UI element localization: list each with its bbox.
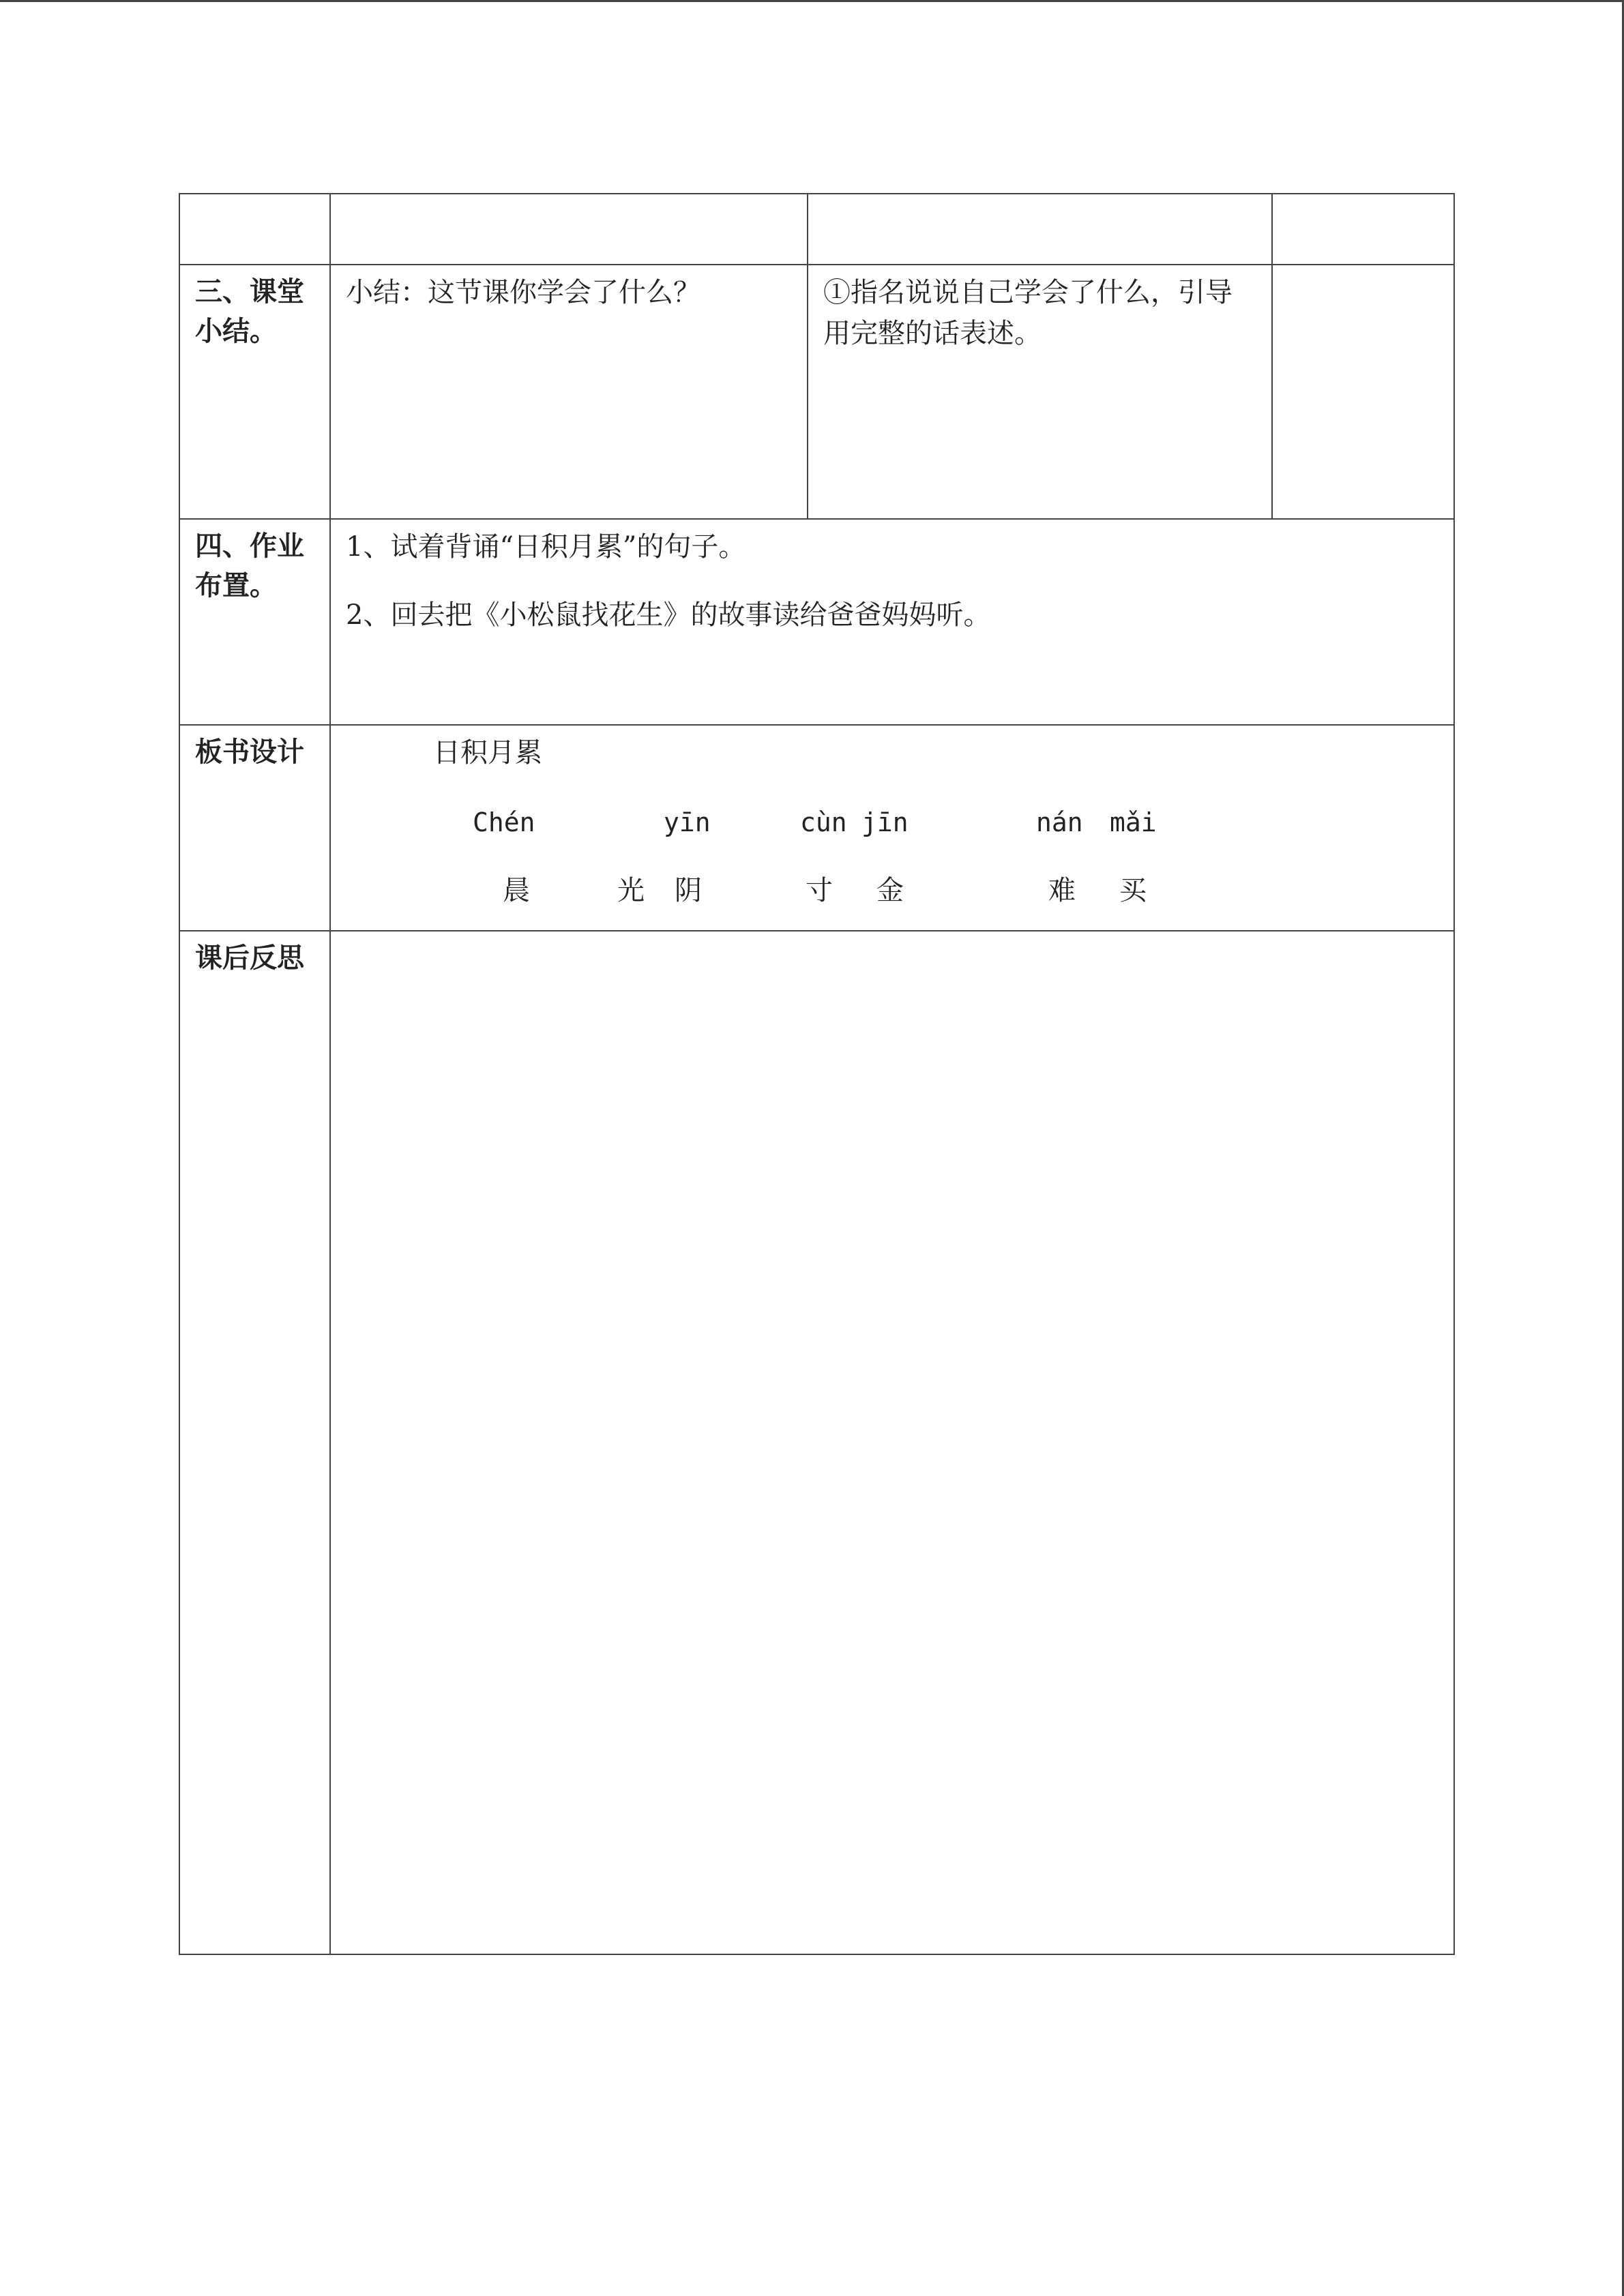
summary-student-line-2: 用完整的话表述。 — [823, 318, 1042, 349]
homework-label-cell — [179, 519, 330, 725]
summary-teacher-text: 小结：这节课你学会了什么？ — [346, 277, 700, 308]
pinyin-mai: mǎi — [1110, 807, 1157, 837]
table-row-blank — [179, 194, 1454, 265]
summary-student-line-1: ①指名说说自己学会了什么，引导 — [823, 277, 1232, 308]
pinyin-yin: yīn — [664, 807, 711, 837]
reflection-content — [331, 931, 1453, 938]
homework-label-line-1: 四、作业 — [195, 531, 304, 562]
hanzi-cun: 寸 — [806, 875, 833, 906]
hanzi-nan: 难 — [1048, 875, 1076, 906]
hanzi-guang: 光 — [617, 875, 645, 906]
board-content-cell — [330, 725, 1454, 931]
reflection-label-cell — [179, 931, 330, 1954]
lesson-plan-table — [179, 193, 1455, 1955]
blank-note-cell — [1272, 194, 1454, 265]
summary-label-cell — [179, 265, 330, 519]
pinyin-cun: cùn — [800, 807, 847, 837]
page-top-border — [0, 0, 1624, 2]
hanzi-mai: 买 — [1119, 875, 1147, 906]
homework-content-cell — [330, 519, 1454, 725]
hanzi-yin: 阴 — [675, 875, 702, 906]
blank-teacher-cell — [330, 194, 808, 265]
board-label-cell — [179, 725, 330, 931]
table-row-summary — [179, 265, 1454, 519]
table-row-homework — [179, 519, 1454, 725]
board-label: 板书设计 — [195, 736, 304, 768]
homework-item-2: 2、回去把《小松鼠找花生》的故事读给爸爸妈妈听。 — [346, 599, 991, 631]
reflection-content-cell — [330, 931, 1454, 1954]
summary-label-line-2: 小结。 — [195, 316, 277, 347]
blank-label-cell — [179, 194, 330, 265]
summary-teacher-cell — [330, 265, 808, 519]
reflection-label: 课后反思 — [195, 942, 304, 974]
hanzi-jin: 金 — [876, 875, 904, 906]
summary-label-line-1: 三、课堂 — [195, 276, 304, 308]
summary-student-cell — [808, 265, 1272, 519]
pinyin-jin: jīn — [861, 807, 909, 837]
summary-note-cell — [1272, 265, 1454, 519]
homework-item-1: 1、试着背诵“日积月累”的句子。 — [346, 531, 746, 563]
hanzi-chen: 晨 — [503, 875, 530, 906]
table-row-board-design — [179, 725, 1454, 931]
pinyin-nan: nán — [1036, 807, 1083, 837]
table-row-reflection — [179, 931, 1454, 1954]
pinyin-chen: Chén — [473, 807, 535, 837]
homework-label-line-2: 布置。 — [195, 570, 277, 601]
blank-student-cell — [808, 194, 1272, 265]
board-title: 日积月累 — [433, 737, 542, 769]
